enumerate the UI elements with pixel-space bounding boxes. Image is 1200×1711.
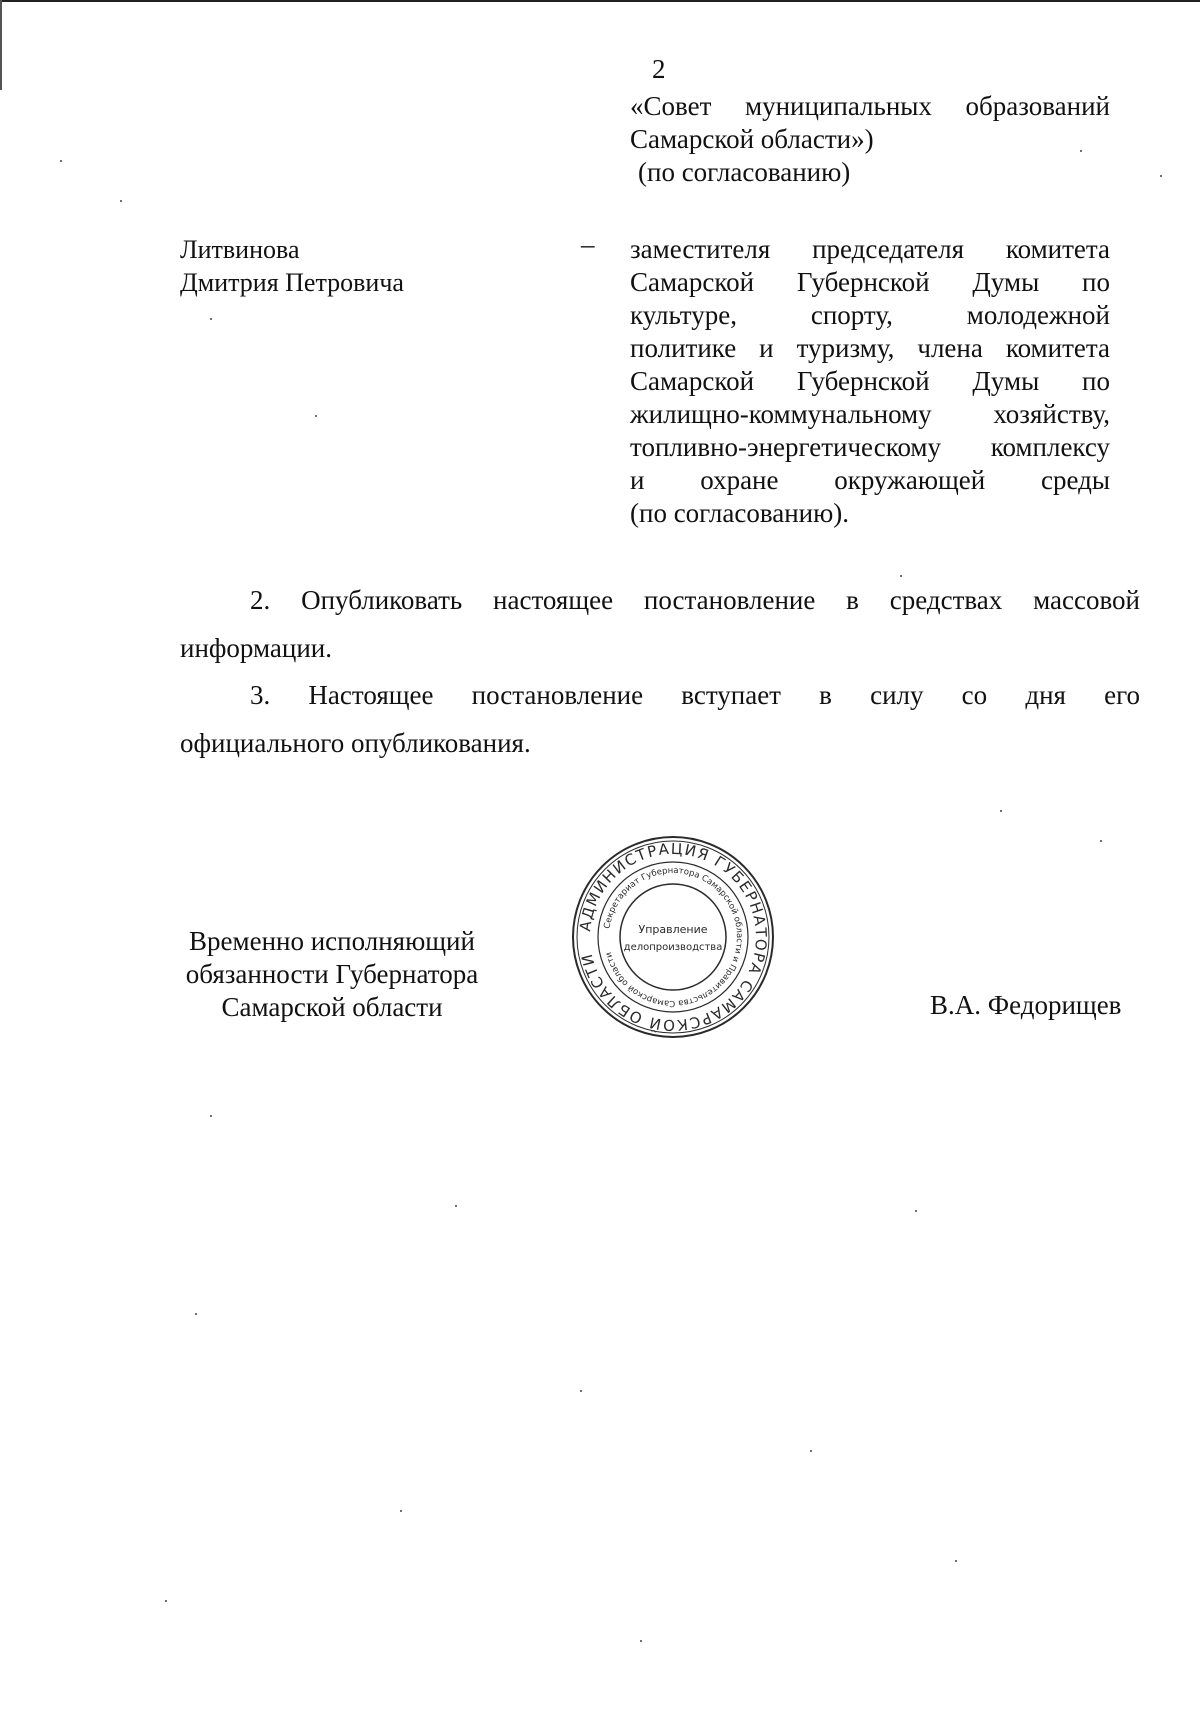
paragraph-2-line-1: 2. Опубликовать настоящее постановление в средствах массовой xyxy=(250,585,1140,615)
scan-speck xyxy=(580,1390,582,1392)
scan-speck xyxy=(195,1313,197,1315)
paragraph-3-line-2: официального опубликования. xyxy=(180,728,531,758)
member-given-names: Дмитрия Петровича xyxy=(180,268,404,297)
scan-speck xyxy=(955,1560,957,1562)
member-surname: Литвинова xyxy=(180,235,300,264)
signatory-name: В.А. Федорищев xyxy=(930,990,1122,1020)
continuation-line: (по согласованию) xyxy=(638,157,851,187)
member-desc-line: политике и туризму, члена комитета xyxy=(630,333,1110,363)
page-top-border xyxy=(0,0,1200,2)
continuation-line: «Совет муниципальных образований xyxy=(630,91,1110,121)
page-left-edge xyxy=(0,0,2,90)
paragraph-2-line-2: информации. xyxy=(180,633,332,663)
scan-speck xyxy=(455,1205,457,1207)
seal-inner-text: Секретариат Губернатора Самарской области и Правительства Самарской области xyxy=(602,865,745,1009)
scan-speck xyxy=(315,415,317,417)
member-desc-line: жилищно-коммунальному хозяйству, xyxy=(630,399,1110,429)
signatory-position-line: Временно исполняющий xyxy=(189,926,475,956)
scan-speck xyxy=(60,160,62,162)
continuation-line: Самарской области») xyxy=(630,124,874,154)
member-desc-line: (по согласованию). xyxy=(630,498,850,528)
member-desc-line: заместителя председателя комитета xyxy=(630,234,1110,264)
member-desc-line: Самарской Губернской Думы по xyxy=(630,267,1110,297)
seal-center-line-1: Управление xyxy=(638,923,708,936)
scan-speck xyxy=(400,1510,402,1512)
seal-outer-text: АДМИНИСТРАЦИЯ ГУБЕРНАТОРА САМАРСКОЙ ОБЛАСТИ xyxy=(576,839,771,1035)
seal-center-line-2: делопроизводства xyxy=(623,942,723,953)
paragraph-3 xyxy=(180,671,1140,767)
signatory-position-line: обязанности Губернатора xyxy=(185,959,479,989)
scan-speck xyxy=(1160,175,1162,177)
member-desc-line: культуре, спорту, молодежной xyxy=(630,300,1110,330)
scan-speck xyxy=(1000,810,1002,812)
scan-speck xyxy=(915,1210,917,1212)
scan-speck xyxy=(210,318,212,320)
official-seal xyxy=(570,834,776,1040)
page-number: 2 xyxy=(652,54,666,84)
scan-speck xyxy=(120,200,122,202)
previous-member-continuation xyxy=(630,90,1110,189)
seal-inner-ring xyxy=(620,884,726,990)
scan-speck xyxy=(900,575,902,577)
member-desc-line: топливно-энергетическому комплексу xyxy=(630,432,1110,462)
paragraph-3-line-1: 3. Настоящее постановление вступает в силу со дня его xyxy=(250,680,1140,710)
scan-speck xyxy=(210,1115,212,1117)
scan-speck xyxy=(1080,150,1082,152)
scan-speck xyxy=(640,1640,642,1642)
member-name xyxy=(180,233,404,299)
member-dash: – xyxy=(581,229,595,259)
scan-speck xyxy=(1100,840,1102,842)
paragraph-2 xyxy=(180,576,1140,672)
signatory-position-line: Самарской области xyxy=(221,992,443,1022)
signatory-position xyxy=(172,925,492,1024)
scan-speck xyxy=(810,1450,812,1452)
scan-speck xyxy=(165,1600,167,1602)
member-desc-line: Самарской Губернской Думы по xyxy=(630,366,1110,396)
member-desc-line: и охране окружающей среды xyxy=(630,465,1110,495)
member-description xyxy=(630,233,1110,530)
